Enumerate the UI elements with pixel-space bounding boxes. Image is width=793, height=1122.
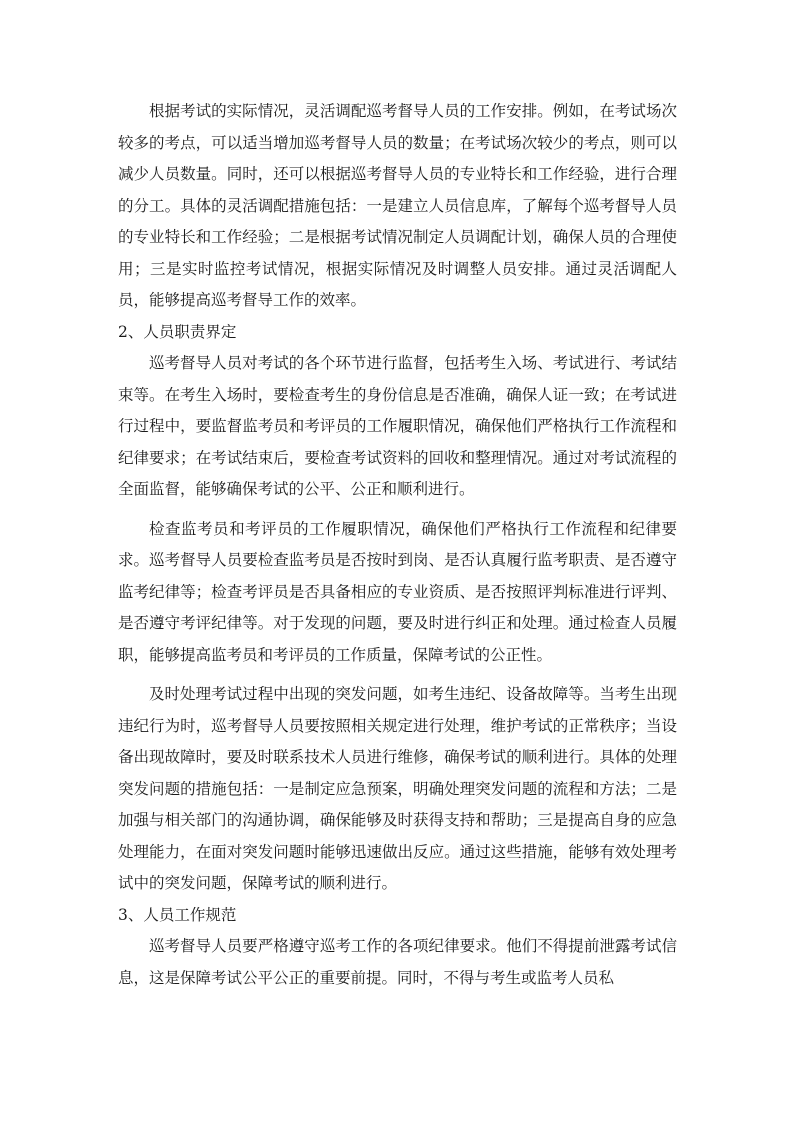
paragraph-flexible-deployment: 根据考试的实际情况，灵活调配巡考督导人员的工作安排。例如，在考试场次较多的考点，可以适当增加巡考督导人员的数量；在考试场次较少的考点，则可以减少人员数量。同时，还可以根据巡考督导人员的专业特长和工作经验，进行合理的分工。具体的灵活调配措施包括：一是建立人员信息库，了解每个巡考督导人员的专业特长和工作经验；二是根据考试情况制定人员调配计划，确保人员的合理使用；三是实时监控考试情况，根据实际情况及时调整人员安排。通过灵活调配人员，能够提高巡考督导工作的效率。 [118,102,677,309]
paragraph-supervision-scope: 巡考督导人员对考试的各个环节进行监督，包括考生入场、考试进行、考试结束等。在考生入场时，要检查考生的身份信息是否准确，确保人证一致；在考试进行过程中，要监督监考员和考评员的工作履职情况，确保他们严格执行工作流程和纪律要求；在考试结束后，要检查考试资料的回收和整理情况。通过对考试流程的全面监督，能够确保考试的公平、公正和顺利进行。 [118,354,677,498]
section-heading-responsibilities: 2、人员职责界定 [118,322,237,341]
paragraph-discipline: 巡考督导人员要严格遵守巡考工作的各项纪律要求。他们不得提前泄露考试信息，这是保障考试公平公正的重要前提。同时，不得与考生或监考人员私 [118,937,677,987]
section-heading-work-standards: 3、人员工作规范 [118,905,237,924]
document-body [118,96,677,994]
paragraph-staff-inspection: 检查监考员和考评员的工作履职情况，确保他们严格执行工作流程和纪律要求。巡考督导人员要检查监考员是否按时到岗、是否认真履行监考职责、是否遵守监考纪律等；检查考评员是否具备相应的专业资质、是否按照评判标准进行评判、是否遵守考评纪律等。对于发现的问题，要及时进行纠正和处理。通过检查人员履职，能够提高监考员和考评员的工作质量，保障考试的公正性。 [118,519,677,664]
paragraph-emergency-handling: 及时处理考试过程中出现的突发问题，如考生违纪、设备故障等。当考生出现违纪行为时，巡考督导人员要按照相关规定进行处理，维护考试的正常秩序；当设备出现故障时，要及时联系技术人员进行维修，确保考试的顺利进行。具体的处理突发问题的措施包括：一是制定应急预案，明确处理突发问题的流程和方法；二是加强与相关部门的沟通协调，确保能够及时获得支持和帮助；三是提高自身的应急处理能力，在面对突发问题时能够迅速做出反应。通过这些措施，能够有效处理考试中的突发问题，保障考试的顺利进行。 [118,685,677,892]
